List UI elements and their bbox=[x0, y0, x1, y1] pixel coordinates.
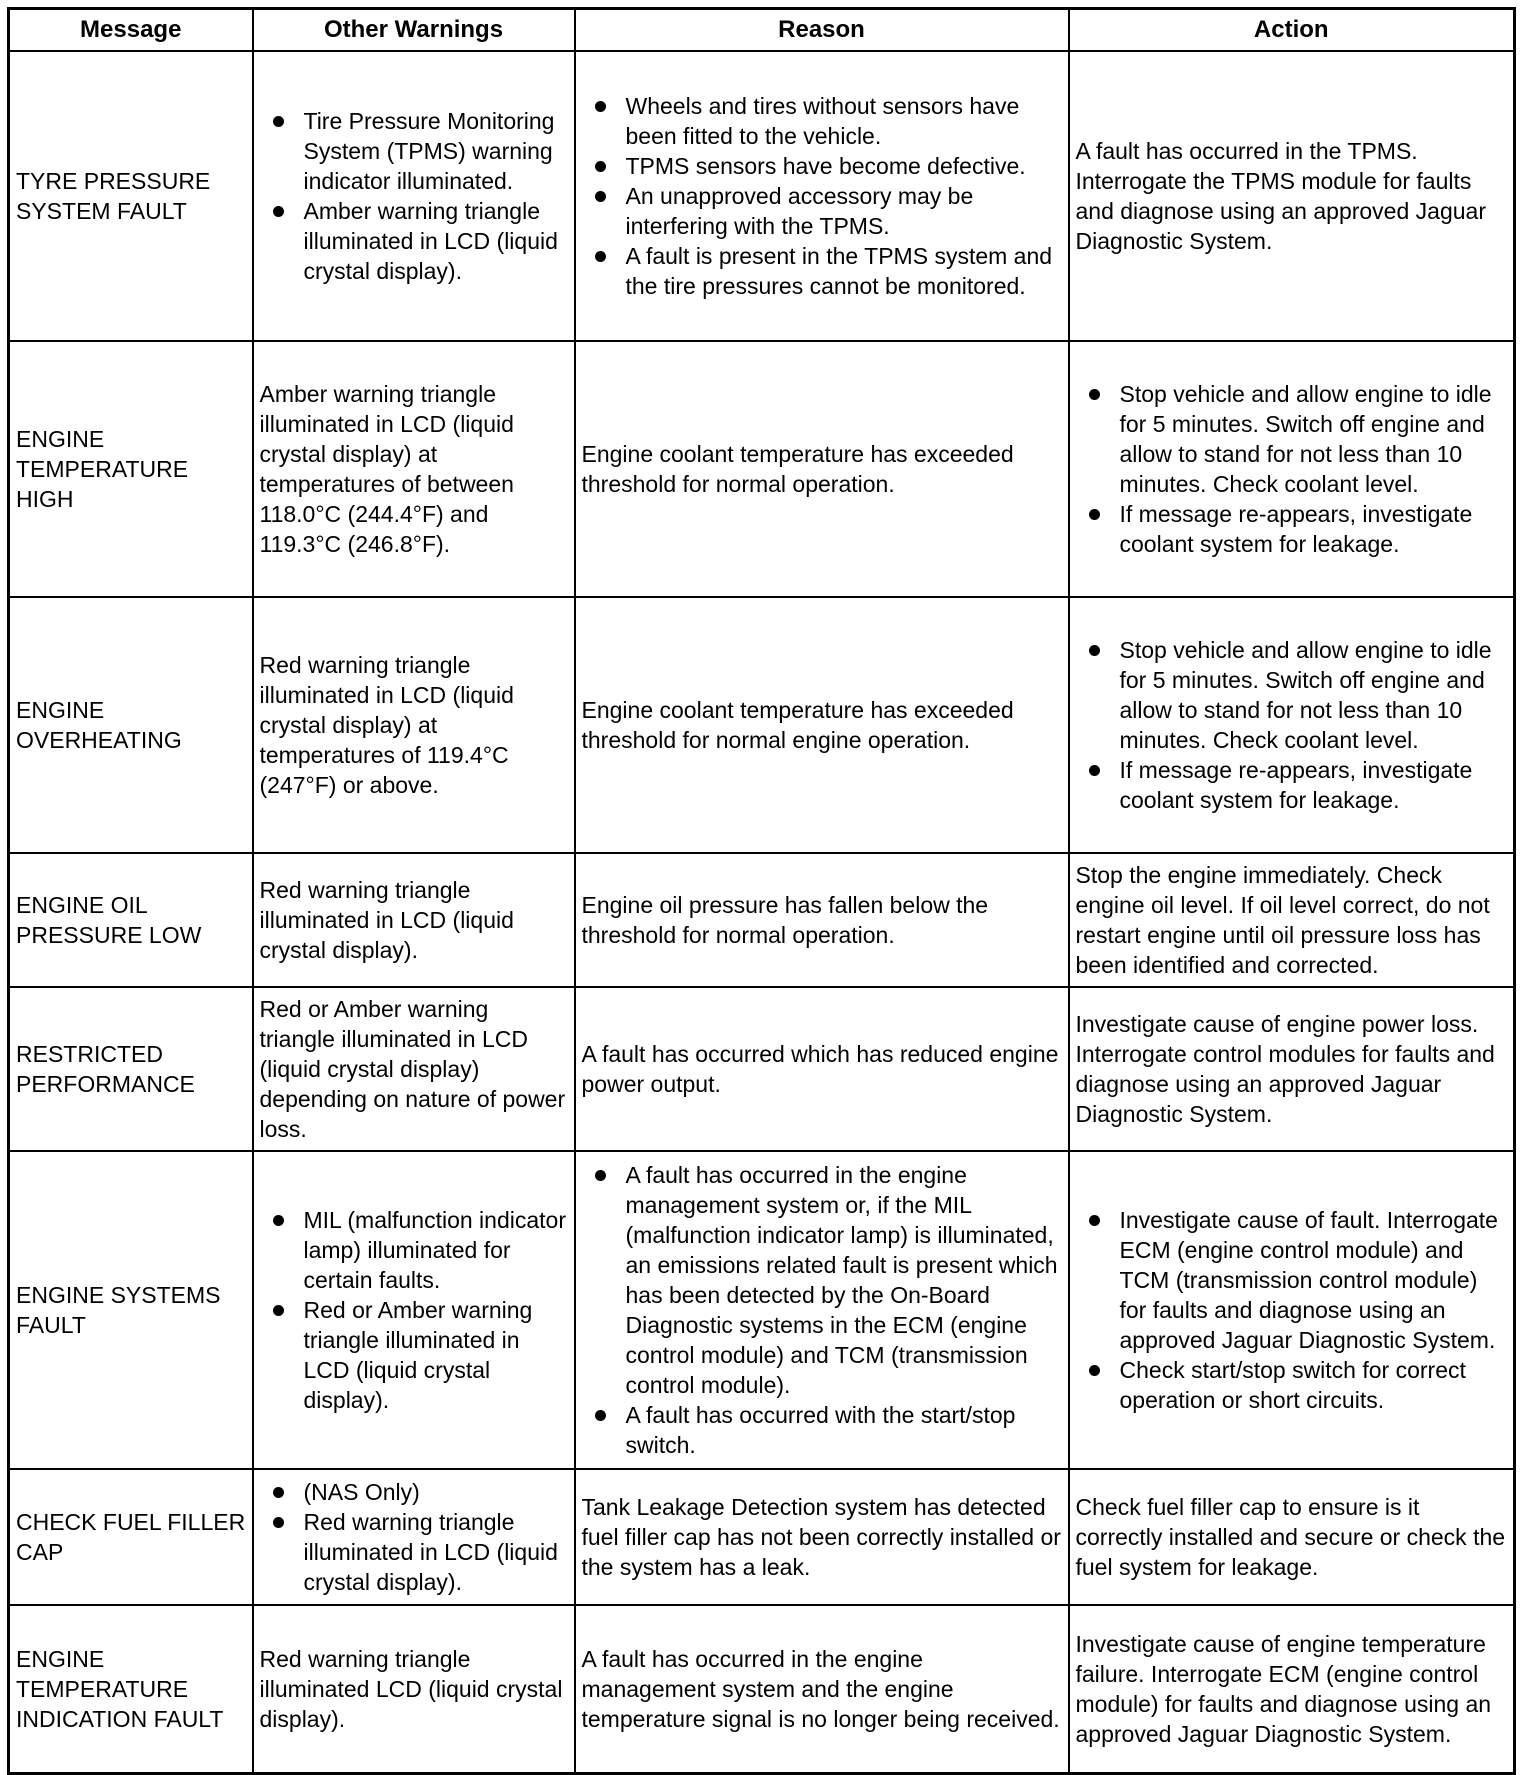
cell-reason bbox=[575, 341, 1069, 597]
cell-message bbox=[9, 51, 253, 341]
cell-action bbox=[1069, 51, 1515, 341]
cell-other-warnings bbox=[253, 597, 575, 853]
bullet-item: Red warning triangle illuminated in LCD (liquid crystal display). bbox=[304, 1507, 568, 1597]
cell-message bbox=[9, 1605, 253, 1773]
cell-text: Red or Amber warning triangle illuminated in LCD (liquid crystal display) depending on nature of power loss. bbox=[259, 996, 566, 1142]
cell-other-warnings bbox=[253, 1469, 575, 1605]
cell-text: Engine coolant temperature has exceeded threshold for normal operation. bbox=[581, 441, 1014, 497]
bullet-item: Wheels and tires without sensors have been fitted to the vehicle. bbox=[626, 91, 1062, 151]
bullet-item: Check start/stop switch for correct operation or short circuits. bbox=[1120, 1355, 1508, 1415]
header-other-warnings: Other Warnings bbox=[253, 9, 575, 52]
cell-other-warnings bbox=[253, 987, 575, 1151]
bullet-item: MIL (malfunction indicator lamp) illuminated for certain faults. bbox=[303, 1207, 566, 1293]
cell-message bbox=[9, 597, 253, 853]
cell-text: Engine coolant temperature has exceeded threshold for normal engine operation. bbox=[581, 697, 1014, 753]
bullet-list bbox=[1076, 1205, 1508, 1415]
cell-message bbox=[9, 1469, 253, 1605]
cell-action bbox=[1069, 597, 1515, 853]
bullet-item: Red or Amber warning triangle illuminated in LCD (liquid crystal display). bbox=[304, 1295, 568, 1415]
cell-reason bbox=[575, 987, 1069, 1151]
bullet-item: Stop vehicle and allow engine to idle for 5 minutes. Switch off engine and allow to stand for not less than 10 minutes. Check coolant level. bbox=[1120, 635, 1508, 755]
cell-text: Red warning triangle illuminated in LCD (liquid crystal display). bbox=[259, 877, 514, 963]
header-action: Action bbox=[1069, 9, 1515, 52]
cell-reason bbox=[575, 51, 1069, 341]
cell-text: Amber warning triangle illuminated in LCD (liquid crystal display) at temperatures of between 118.0°C (244.4°F) and 119.3°C (246.8°F). bbox=[259, 381, 514, 557]
cell-reason bbox=[575, 853, 1069, 987]
bullet-item: An unapproved accessory may be interfering with the TPMS. bbox=[626, 181, 1062, 241]
cell-text: Check fuel filler cap to ensure is it correctly installed and secure or check the fuel system for leakage. bbox=[1075, 1494, 1506, 1580]
cell-text: Red warning triangle illuminated LCD (liquid crystal display). bbox=[259, 1645, 563, 1732]
bullet-item: A fault has occurred with the start/stop switch. bbox=[626, 1400, 1062, 1460]
cell-message bbox=[9, 987, 253, 1151]
cell-text: RESTRICTED PERFORMANCE bbox=[16, 1041, 195, 1097]
table-row bbox=[9, 597, 1515, 853]
table-body bbox=[9, 51, 1515, 1773]
cell-text: ENGINE SYSTEMS FAULT bbox=[16, 1282, 221, 1338]
header-reason: Reason bbox=[575, 9, 1069, 52]
bullet-item: Amber warning triangle illuminated in LCD (liquid crystal display). bbox=[304, 196, 568, 286]
bullet-item: TPMS sensors have become defective. bbox=[626, 151, 1062, 181]
cell-text: ENGINE TEMPERATURE HIGH bbox=[16, 426, 189, 512]
cell-other-warnings bbox=[253, 1151, 575, 1469]
cell-action bbox=[1069, 1605, 1515, 1773]
cell-text: Stop the engine immediately. Check engine oil level. If oil level correct, do not restart engine until oil pressure loss has been identified and corrected. bbox=[1075, 862, 1490, 978]
cell-other-warnings bbox=[253, 1605, 575, 1773]
table-row bbox=[9, 51, 1515, 341]
cell-reason bbox=[575, 1605, 1069, 1773]
cell-other-warnings bbox=[253, 51, 575, 341]
cell-text: Tank Leakage Detection system has detected fuel filler cap has not been correctly installed or the system has a leak. bbox=[581, 1494, 1061, 1580]
bullet-item: Investigate cause of fault. Interrogate ECM (engine control module) and TCM (transmission control module) for faults and diagnose using an approved Jaguar Diagnostic System. bbox=[1120, 1205, 1508, 1355]
table-row bbox=[9, 1151, 1515, 1469]
table-row bbox=[9, 1605, 1515, 1773]
table-row bbox=[9, 341, 1515, 597]
header-row bbox=[9, 9, 1515, 52]
warning-messages-table bbox=[7, 7, 1516, 1775]
bullet-list bbox=[582, 91, 1062, 301]
bullet-list bbox=[582, 1160, 1062, 1460]
bullet-list bbox=[260, 1205, 568, 1415]
cell-message bbox=[9, 341, 253, 597]
cell-other-warnings bbox=[253, 341, 575, 597]
cell-text: Red warning triangle illuminated in LCD (liquid crystal display) at temperatures of 119.4°C (247°F) or above. bbox=[259, 652, 514, 798]
cell-action bbox=[1069, 853, 1515, 987]
bullet-list bbox=[260, 1477, 568, 1597]
cell-text: ENGINE TEMPERATURE INDICATION FAULT bbox=[16, 1645, 224, 1732]
cell-text: ENGINE OVERHEATING bbox=[16, 697, 182, 753]
cell-other-warnings bbox=[253, 853, 575, 987]
bullet-list bbox=[1076, 379, 1508, 559]
cell-action bbox=[1069, 341, 1515, 597]
cell-text: Investigate cause of engine temperature failure. Interrogate ECM (engine control module) for faults and diagnose using an approved Jaguar Diagnostic System. bbox=[1075, 1630, 1492, 1747]
bullet-item: (NAS Only) bbox=[304, 1477, 568, 1507]
bullet-item: A fault is present in the TPMS system and the tire pressures cannot be monitored. bbox=[626, 241, 1062, 301]
cell-action bbox=[1069, 987, 1515, 1151]
bullet-item: If message re-appears, investigate coolant system for leakage. bbox=[1120, 499, 1508, 559]
bullet-list bbox=[260, 106, 568, 286]
cell-message bbox=[9, 853, 253, 987]
cell-text: TYRE PRESSURE SYSTEM FAULT bbox=[16, 168, 211, 224]
cell-text: CHECK FUEL FILLER CAP bbox=[16, 1509, 246, 1565]
table-row bbox=[9, 987, 1515, 1151]
table-row bbox=[9, 853, 1515, 987]
cell-reason bbox=[575, 1151, 1069, 1469]
bullet-list bbox=[1076, 635, 1508, 815]
bullet-item: Stop vehicle and allow engine to idle for 5 minutes. Switch off engine and allow to stand for not less than 10 minutes. Check coolant level. bbox=[1120, 379, 1508, 499]
cell-text: Engine oil pressure has fallen below the threshold for normal operation. bbox=[581, 892, 989, 948]
cell-text: Investigate cause of engine power loss. Interrogate control modules for faults and diagnose using an approved Jaguar Diagnostic System. bbox=[1075, 1011, 1495, 1127]
header-message: Message bbox=[9, 9, 253, 52]
table-row bbox=[9, 1469, 1515, 1605]
cell-text: ENGINE OIL PRESSURE LOW bbox=[16, 892, 202, 948]
bullet-item: Tire Pressure Monitoring System (TPMS) warning indicator illuminated. bbox=[304, 106, 568, 196]
cell-message bbox=[9, 1151, 253, 1469]
bullet-item: If message re-appears, investigate coolant system for leakage. bbox=[1120, 755, 1508, 815]
bullet-item: A fault has occurred in the engine management system or, if the MIL (malfunction indicator lamp) is illuminated, an emissions related fault is present which has been detected by the On-Board Diagnostic systems in the ECM (engine control module) and TCM (transmission control module). bbox=[626, 1160, 1062, 1400]
cell-text: A fault has occurred in the TPMS. Interrogate the TPMS module for faults and diagnose using an approved Jaguar Diagnostic System. bbox=[1075, 138, 1486, 254]
cell-text: A fault has occurred which has reduced engine power output. bbox=[581, 1041, 1059, 1097]
cell-action bbox=[1069, 1469, 1515, 1605]
cell-reason bbox=[575, 597, 1069, 853]
cell-text: A fault has occurred in the engine management system and the engine temperature signal is no longer being received. bbox=[581, 1645, 1060, 1732]
cell-action bbox=[1069, 1151, 1515, 1469]
cell-reason bbox=[575, 1469, 1069, 1605]
